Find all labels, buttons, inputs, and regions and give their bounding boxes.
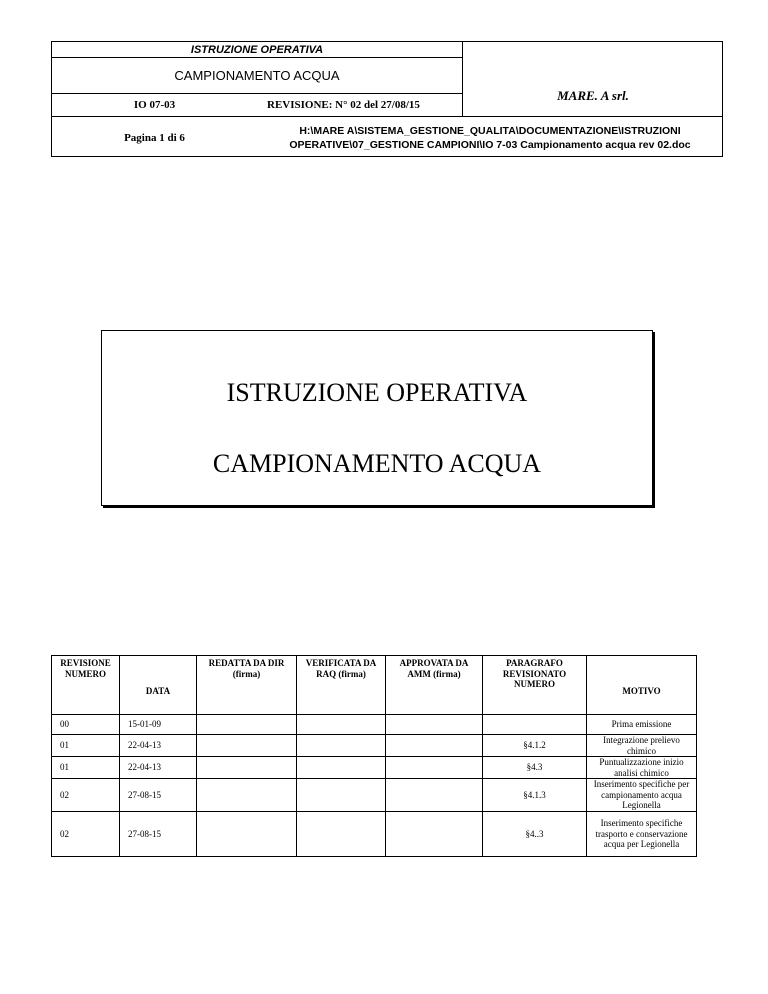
col-header-motivo: MOTIVO xyxy=(587,656,697,715)
doc-title: CAMPIONAMENTO ACQUA xyxy=(174,68,340,83)
col-header-paragrafo: PARAGRAFO REVISIONATO NUMERO xyxy=(483,656,587,715)
table-row xyxy=(52,757,697,779)
cell-motivo: Inserimento specifiche per campionamento acqua Legionella xyxy=(587,779,697,812)
cell-redatta xyxy=(197,715,297,735)
cell-approvata xyxy=(386,715,483,735)
file-path-line: OPERATIVE\07_GESTIONE CAMPIONI\IO 7-03 Campionamento acqua rev 02.doc xyxy=(289,138,691,151)
cell-verificata xyxy=(297,779,386,812)
col-header-verificata: VERIFICATA DA RAQ (firma) xyxy=(297,656,386,715)
cell-numero: 01 xyxy=(52,757,120,779)
cell-paragrafo: §4.1.3 xyxy=(483,779,587,812)
cell-approvata xyxy=(386,757,483,779)
cell-approvata xyxy=(386,735,483,757)
file-path-line: H:\MARE A\SISTEMA_GESTIONE_QUALITA\DOCUMENTAZIONE\ISTRUZIONI xyxy=(299,124,681,137)
col-header-approvata: APPROVATA DA AMM (firma) xyxy=(386,656,483,715)
cover-title-box xyxy=(101,330,653,506)
cell-approvata xyxy=(386,812,483,857)
company-name: MARE. A srl. xyxy=(557,88,629,103)
cell-numero: 00 xyxy=(52,715,120,735)
table-row xyxy=(52,812,697,857)
cell-paragrafo: §4..3 xyxy=(483,812,587,857)
revision-table xyxy=(51,655,697,857)
cell-redatta xyxy=(197,757,297,779)
cell-numero: 02 xyxy=(52,812,120,857)
cell-numero: 02 xyxy=(52,779,120,812)
cell-data: 22-04-13 xyxy=(120,757,197,779)
cell-verificata xyxy=(297,715,386,735)
cell-data: 27-08-15 xyxy=(120,812,197,857)
table-row xyxy=(52,715,697,735)
col-header-redatta: REDATTA DA DIR (firma) xyxy=(197,656,297,715)
cover-subtitle: CAMPIONAMENTO ACQUA xyxy=(212,449,542,478)
col-header-numero: REVISIONE NUMERO xyxy=(52,656,120,715)
cover-title: ISTRUZIONE OPERATIVA xyxy=(226,378,528,407)
cell-verificata xyxy=(297,757,386,779)
cell-redatta xyxy=(197,779,297,812)
cell-motivo: Integrazione prelievo chimico xyxy=(587,735,697,757)
cell-motivo: Prima emissione xyxy=(587,715,697,735)
cell-data: 15-01-09 xyxy=(120,715,197,735)
cell-redatta xyxy=(197,812,297,857)
file-path xyxy=(257,117,723,158)
cell-paragrafo xyxy=(483,715,587,735)
cell-data: 22-04-13 xyxy=(120,735,197,757)
cell-motivo: Puntualizzazione inizio analisi chimico xyxy=(587,757,697,779)
cell-data: 27-08-15 xyxy=(120,779,197,812)
page-number: Pagina 1 di 6 xyxy=(124,131,185,144)
doc-type: ISTRUZIONE OPERATIVA xyxy=(190,43,324,56)
cell-verificata xyxy=(297,735,386,757)
table-header-row xyxy=(52,656,697,715)
col-header-data: DATA xyxy=(120,656,197,715)
cell-approvata xyxy=(386,779,483,812)
table-row xyxy=(52,735,697,757)
doc-code: IO 07-03 xyxy=(133,99,176,111)
cell-paragrafo: §4.1.2 xyxy=(483,735,587,757)
document-header xyxy=(51,41,723,157)
cell-verificata xyxy=(297,812,386,857)
cell-motivo: Inserimento specifiche trasporto e conservazione acqua per Legionella xyxy=(587,812,697,857)
revision-info: REVISIONE: N° 02 del 27/08/15 xyxy=(267,99,420,111)
table-row xyxy=(52,779,697,812)
cell-numero: 01 xyxy=(52,735,120,757)
cell-paragrafo: §4.3 xyxy=(483,757,587,779)
cell-redatta xyxy=(197,735,297,757)
